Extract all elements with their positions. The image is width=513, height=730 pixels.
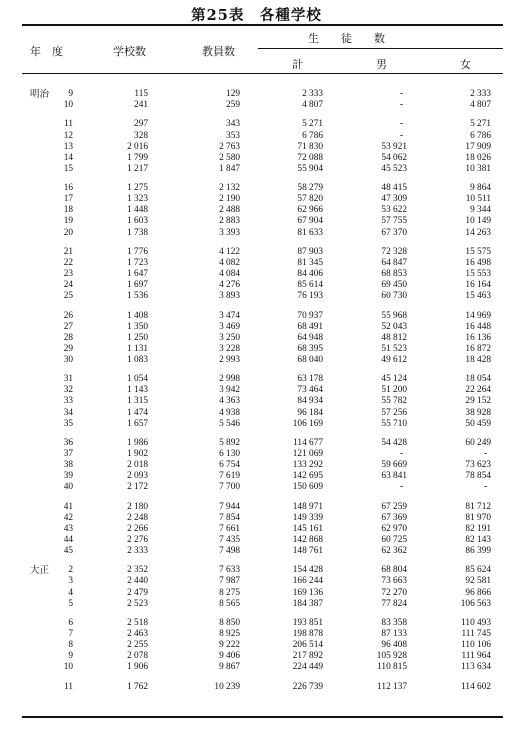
schools-cell: 1 323 [127,194,148,205]
schools-cell: 2 078 [127,651,148,662]
teachers-cell: 3 469 [219,321,240,332]
total-cell: 68 491 [297,321,323,332]
total-cell: 148 971 [292,501,323,512]
female-cell: 15 463 [465,291,491,302]
header-teachers: 教員数 [202,45,235,58]
female-cell: 96 866 [465,587,491,598]
male-cell: 72 270 [381,587,407,598]
teachers-cell: 259 [226,100,240,111]
male-cell: 62 362 [381,546,407,556]
total-cell: 142 868 [292,534,323,545]
total-cell: 5 271 [302,119,323,130]
teachers-cell: 5 546 [219,418,240,429]
female-cell: 14 263 [465,227,491,238]
male-cell: 52 043 [381,321,407,332]
female-cell: 85 624 [465,565,491,576]
schools-cell: 1 250 [127,332,148,343]
schools-cell: 2 352 [127,565,148,576]
total-cell: 81 633 [297,227,323,238]
schools-cell: 1 799 [127,152,148,163]
male-cell: - [400,482,404,493]
schools-cell: 1 054 [127,374,148,385]
male-cell: 49 612 [381,354,407,365]
male-cell: 47 309 [381,194,407,205]
year-cell: 37 [63,449,73,459]
header-bottom-rule [22,73,503,74]
male-cell: 96 408 [381,640,407,651]
year-cell: 31 [63,374,73,385]
male-cell: 48 812 [381,332,407,343]
female-cell: 10 149 [465,216,491,227]
female-cell: 38 928 [465,407,491,418]
male-cell: 67 259 [381,501,407,512]
female-cell: 82 143 [465,534,491,545]
schools-cell: 2 018 [127,460,148,471]
schools-cell: 1 723 [127,257,148,268]
female-cell: 113 634 [461,662,491,673]
female-cell: 9 864 [470,183,491,194]
male-cell: - [400,89,404,99]
teachers-cell: 3 393 [219,227,240,238]
schools-cell: 2 463 [127,629,148,639]
total-cell: 73 464 [297,385,323,396]
female-cell: 50 459 [465,418,491,429]
teachers-cell: 7 700 [219,482,240,493]
total-cell: 4 807 [302,100,323,111]
teachers-cell: 7 435 [219,534,240,545]
schools-cell: 1 408 [127,310,148,321]
schools-cell: 1 738 [127,227,148,238]
total-cell: 71 830 [297,141,323,152]
female-cell: 92 581 [465,576,491,587]
header-schools: 学校数 [113,45,146,58]
male-cell: 59 669 [381,460,407,471]
female-cell: 16 448 [465,321,491,332]
schools-cell: 2 479 [127,587,148,598]
male-cell: 51 523 [381,343,407,354]
total-cell: 72 088 [297,152,323,163]
teachers-cell: 3 228 [219,343,240,354]
year-cell: 26 [63,310,73,321]
teachers-cell: 2 580 [219,152,240,163]
male-cell: 55 968 [381,310,407,321]
male-cell: 60 725 [381,534,407,545]
total-cell: 62 966 [297,205,323,216]
top-rule [22,24,503,26]
year-cell: 11 [64,119,73,130]
year-cell: 11 [64,681,73,692]
male-cell: 45 523 [381,163,407,174]
total-cell: 224 449 [292,662,323,673]
female-cell: 18 428 [465,354,491,365]
year-cell: 15 [63,163,73,174]
teachers-cell: 8 275 [219,587,240,598]
teachers-cell: 2 883 [219,216,240,227]
total-cell: 149 339 [292,512,323,523]
teachers-cell: 9 867 [219,662,240,673]
year-cell: 22 [63,257,73,268]
male-cell: 60 730 [381,291,407,302]
total-cell: 81 345 [297,257,323,268]
female-cell: 10 511 [465,194,491,205]
total-cell: 85 614 [297,280,323,291]
schools-cell: 2 518 [127,617,148,628]
schools-cell: 1 657 [127,418,148,429]
schools-cell: 2 255 [127,640,148,651]
total-cell: 76 193 [297,291,323,302]
female-cell: 114 602 [461,681,491,692]
total-cell: 57 820 [297,194,323,205]
teachers-cell: 3 250 [219,332,240,343]
header-total: 計 [292,58,303,71]
year-cell: 19 [63,216,73,227]
schools-cell: 2 440 [127,576,148,587]
male-cell: 54 428 [381,437,407,448]
female-cell: 110 106 [461,640,491,651]
total-cell: 166 244 [292,576,323,587]
female-cell: 18 054 [465,374,491,385]
male-cell: 73 663 [381,576,407,587]
schools-cell: 241 [134,100,148,111]
total-cell: 114 677 [293,437,323,448]
male-cell: 68 853 [381,269,407,279]
schools-cell: 328 [134,130,148,141]
male-cell: - [400,449,404,459]
male-cell: 105 928 [376,651,407,662]
male-cell: 77 824 [381,598,407,609]
total-cell: 67 904 [297,216,323,227]
year-cell: 42 [63,512,73,523]
teachers-cell: 10 239 [214,681,240,692]
teachers-cell: 4 122 [219,246,240,257]
year-cell: 3 [68,576,73,587]
year-cell: 43 [63,523,73,534]
total-cell: 217 892 [292,651,323,662]
male-cell: 67 369 [381,512,407,523]
teachers-cell: 9 222 [219,640,240,651]
teachers-cell: 6 130 [219,449,240,459]
male-cell: 64 847 [381,257,407,268]
schools-cell: 1 275 [127,183,148,194]
schools-cell: 1 131 [127,343,148,354]
female-cell: 81 970 [465,512,491,523]
teachers-cell: 2 993 [219,354,240,365]
teachers-cell: 343 [226,119,240,130]
schools-cell: 1 902 [127,449,148,459]
male-cell: 87 133 [381,629,407,639]
total-cell: 87 903 [297,246,323,257]
female-cell: 106 563 [460,598,491,609]
year-cell: 14 [63,152,73,163]
teachers-cell: 3 474 [219,310,240,321]
male-cell: 112 137 [377,681,407,692]
female-cell: 16 498 [465,257,491,268]
female-cell: 22 264 [465,385,491,396]
female-cell: 81 712 [465,501,491,512]
teachers-cell: 4 938 [219,407,240,418]
male-cell: 69 450 [381,280,407,291]
male-cell: 63 841 [381,471,407,482]
male-cell: 55 710 [381,418,407,429]
total-cell: 84 406 [297,269,323,279]
year-cell: 4 [68,587,73,598]
year-cell: 39 [63,471,73,482]
schools-cell: 2 266 [127,523,148,534]
male-cell: 62 970 [381,523,407,534]
male-cell: 55 782 [381,396,407,407]
year-cell: 7 [68,629,73,639]
total-cell: 68 395 [297,343,323,354]
teachers-cell: 9 406 [219,651,240,662]
schools-cell: 2 248 [127,512,148,523]
schools-cell: 115 [134,89,148,99]
year-cell: 21 [63,246,73,257]
teachers-cell: 4 276 [219,280,240,291]
schools-cell: 1 143 [127,385,148,396]
teachers-cell: 8 565 [219,598,240,609]
schools-cell: 2 016 [127,141,148,152]
year-cell: 24 [63,280,73,291]
year-cell: 45 [63,546,73,556]
year-cell: 6 [68,617,73,628]
era-label: 明治 [30,89,50,100]
year-cell: 10 [63,100,73,111]
female-cell: 86 399 [465,546,491,556]
teachers-cell: 3 893 [219,291,240,302]
year-cell: 29 [63,343,73,354]
teachers-cell: 5 892 [219,437,240,448]
male-cell: 53 921 [381,141,407,152]
year-cell: 20 [63,227,73,238]
year-cell: 5 [68,598,73,609]
year-cell: 16 [63,183,73,194]
teachers-cell: 4 084 [219,269,240,279]
teachers-cell: 7 619 [219,471,240,482]
teachers-cell: 3 942 [219,385,240,396]
year-cell: 41 [63,501,73,512]
schools-cell: 2 333 [127,546,148,556]
male-cell: 110 815 [377,662,407,673]
year-cell: 33 [63,396,73,407]
schools-cell: 1 762 [127,681,148,692]
year-cell: 35 [63,418,73,429]
teachers-cell: 8 850 [219,617,240,628]
female-cell: 9 344 [470,205,491,216]
total-cell: 106 169 [292,418,323,429]
female-cell: 82 191 [465,523,491,534]
schools-cell: 1 603 [127,216,148,227]
header-year: 年 度 [30,45,63,58]
teachers-cell: 2 998 [219,374,240,385]
female-cell: 16 164 [465,280,491,291]
year-cell: 40 [63,482,73,493]
male-cell: 57 755 [381,216,407,227]
schools-cell: 1 350 [127,321,148,332]
schools-cell: 1 217 [127,163,148,174]
header-female: 女 [460,58,471,71]
total-cell: 68 040 [297,354,323,365]
total-cell: 55 904 [297,163,323,174]
total-cell: 63 178 [297,374,323,385]
total-cell: 226 739 [292,681,323,692]
total-cell: 193 851 [292,617,323,628]
teachers-cell: 7 944 [219,501,240,512]
total-cell: 148 761 [292,546,323,556]
year-cell: 36 [63,437,73,448]
female-cell: 2 333 [470,89,491,99]
total-cell: 70 937 [297,310,323,321]
schools-cell: 1 083 [127,354,148,365]
schools-cell: 1 776 [127,246,148,257]
year-cell: 28 [63,332,73,343]
female-cell: - [484,449,488,459]
total-cell: 121 069 [292,449,323,459]
male-cell: - [400,130,404,141]
header-male: 男 [376,58,387,71]
total-cell: 133 292 [292,460,323,471]
year-cell: 34 [63,407,73,418]
year-cell: 13 [63,141,73,152]
schools-cell: 2 180 [127,501,148,512]
female-cell: 60 249 [465,437,491,448]
year-cell: 9 [68,651,73,662]
year-cell: 38 [63,460,73,471]
female-cell: 73 623 [465,460,491,471]
schools-cell: 1 474 [127,407,148,418]
teachers-cell: 4 363 [219,396,240,407]
schools-cell: 1 697 [127,280,148,291]
male-cell: 54 062 [381,152,407,163]
year-cell: 44 [63,534,73,545]
male-cell: 53 622 [381,205,407,216]
total-cell: 2 333 [302,89,323,99]
year-cell: 2 [68,565,73,576]
teachers-cell: 6 754 [219,460,240,471]
teachers-cell: 2 132 [219,183,240,194]
bottom-rule [22,716,503,718]
header-students: 生 徒 数 [308,32,385,45]
year-cell: 27 [63,321,73,332]
teachers-cell: 2 488 [219,205,240,216]
schools-cell: 297 [134,119,148,130]
male-cell: - [400,119,404,130]
teachers-cell: 2 190 [219,194,240,205]
teachers-cell: 7 498 [219,546,240,556]
year-cell: 8 [68,640,73,651]
year-cell: 18 [63,205,73,216]
schools-cell: 1 647 [127,269,148,279]
schools-cell: 1 986 [127,437,148,448]
teachers-cell: 129 [226,89,240,99]
female-cell: 5 271 [470,119,491,130]
male-cell: 57 256 [381,407,407,418]
female-cell: 16 136 [465,332,491,343]
era-label: 大正 [30,565,50,577]
teachers-cell: 8 925 [219,629,240,639]
female-cell: 14 969 [465,310,491,321]
female-cell: 4 807 [470,100,491,111]
total-cell: 154 428 [292,565,323,576]
female-cell: 78 854 [465,471,491,482]
schools-cell: 2 276 [127,534,148,545]
table-title: 第25表 各種学校 [191,7,322,24]
schools-cell: 2 093 [127,471,148,482]
total-cell: 6 786 [302,130,323,141]
year-cell: 32 [63,385,73,396]
total-cell: 58 279 [297,183,323,194]
female-cell: 15 553 [465,269,491,279]
female-cell: - [484,482,488,493]
female-cell: 15 575 [465,246,491,257]
year-cell: 12 [63,130,73,141]
teachers-cell: 353 [226,130,240,141]
male-cell: - [400,100,404,111]
male-cell: 48 415 [381,183,407,194]
male-cell: 68 804 [381,565,407,576]
total-cell: 184 387 [292,598,323,609]
total-cell: 145 161 [292,523,323,534]
year-cell: 30 [63,354,73,365]
schools-cell: 2 523 [127,598,148,609]
teachers-cell: 7 633 [219,565,240,576]
schools-cell: 1 448 [127,205,148,216]
female-cell: 18 026 [465,152,491,163]
teachers-cell: 2 763 [219,141,240,152]
schools-cell: 1 315 [127,396,148,407]
total-cell: 206 514 [292,640,323,651]
year-cell: 23 [63,269,73,279]
male-cell: 72 328 [381,246,407,257]
female-cell: 111 964 [461,651,491,662]
teachers-cell: 4 082 [219,257,240,268]
female-cell: 6 786 [470,130,491,141]
female-cell: 29 152 [465,396,491,407]
teachers-cell: 1 847 [219,163,240,174]
teachers-cell: 7 661 [219,523,240,534]
teachers-cell: 7 987 [219,576,240,587]
total-cell: 169 136 [292,587,323,598]
total-cell: 150 609 [292,482,323,493]
year-cell: 10 [63,662,73,673]
female-cell: 16 872 [465,343,491,354]
year-cell: 25 [63,291,73,302]
total-cell: 64 948 [297,332,323,343]
schools-cell: 1 536 [127,291,148,302]
female-cell: 17 909 [465,141,491,152]
schools-cell: 1 906 [127,662,148,673]
female-cell: 110 493 [461,617,491,628]
female-cell: 10 381 [465,163,491,174]
male-cell: 51 200 [381,385,407,396]
male-cell: 67 370 [381,227,407,238]
teachers-cell: 7 854 [219,512,240,523]
year-cell: 9 [68,89,73,99]
students-subheader-rule [258,48,503,49]
male-cell: 45 124 [381,374,407,385]
female-cell: 111 745 [461,629,491,639]
total-cell: 96 184 [297,407,323,418]
schools-cell: 2 172 [127,482,148,493]
total-cell: 198 878 [292,629,323,639]
male-cell: 83 358 [381,617,407,628]
year-cell: 17 [63,194,73,205]
total-cell: 84 934 [297,396,323,407]
total-cell: 142 695 [292,471,323,482]
